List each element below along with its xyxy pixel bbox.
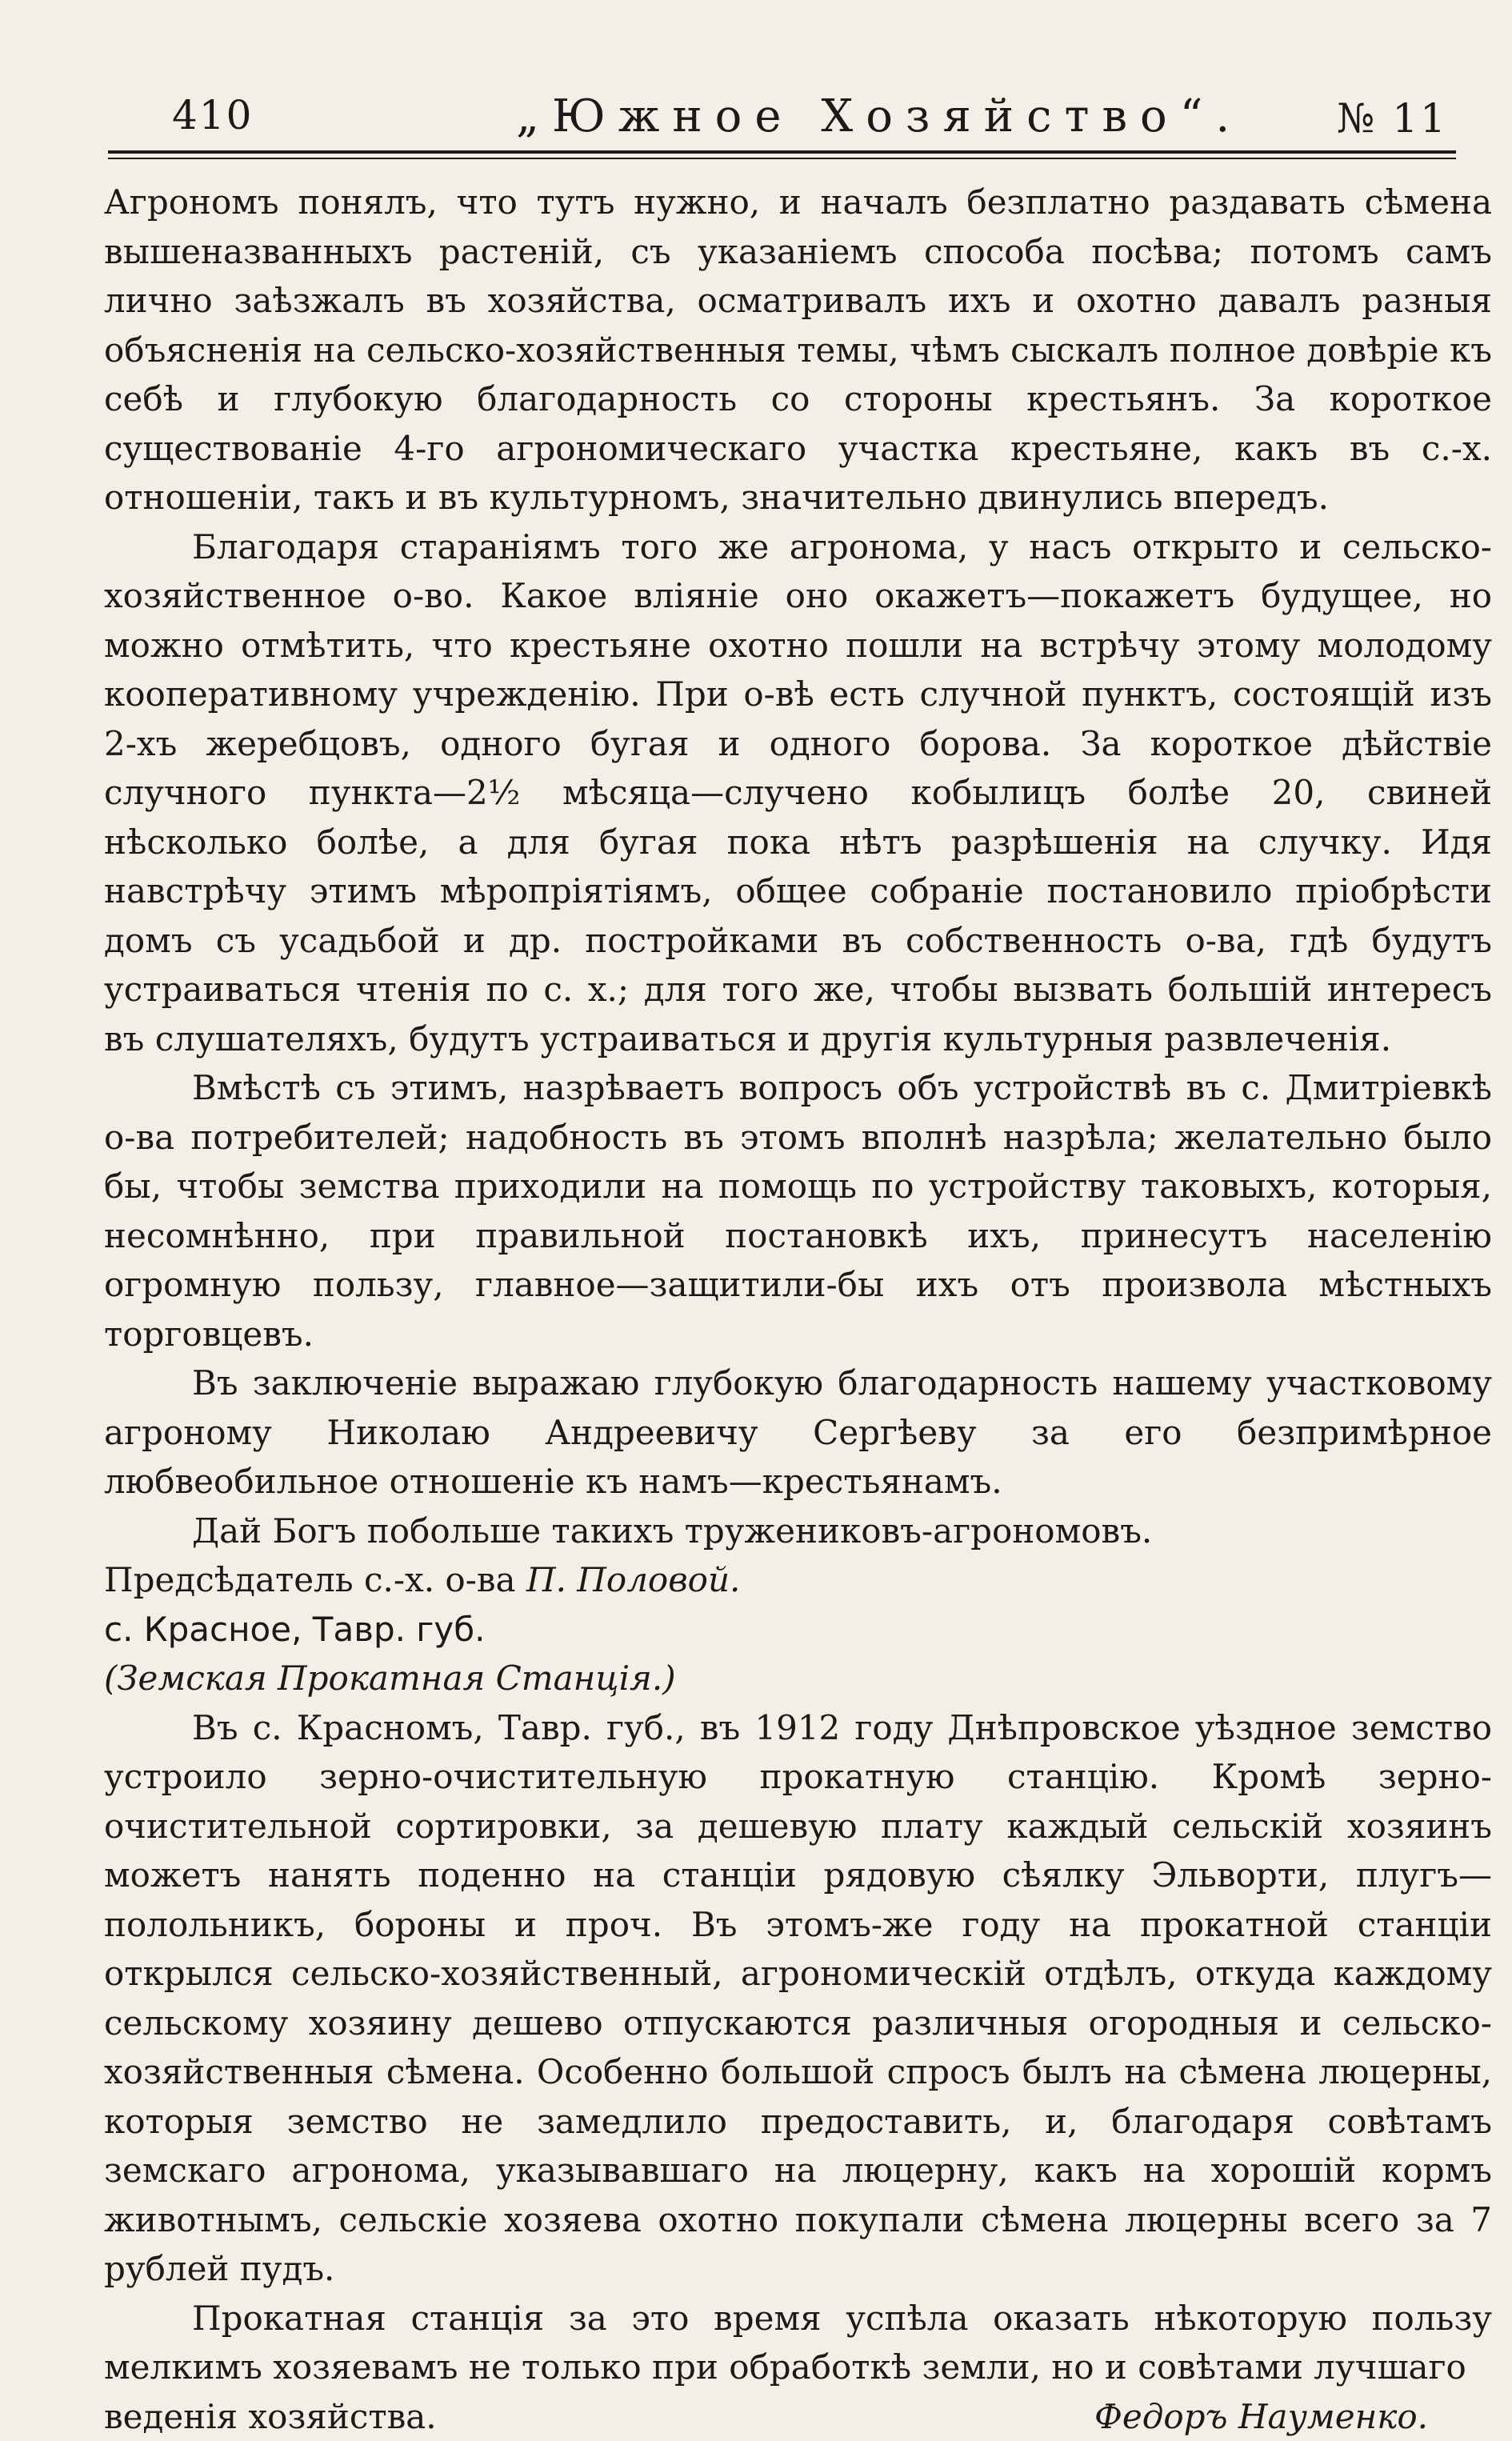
journal-title: „Южное Хозяйство“. xyxy=(516,90,1242,142)
header-rule-thick xyxy=(108,150,1456,154)
article1-paragraph-4: Въ заключеніе выражаю глубокую благодарность нашему участковому агроному Николаю Андреевичу Сергѣеву за его безпримѣрное любвеобильное отношеніе къ намъ—крестьянамъ. xyxy=(104,1359,1492,1507)
issue-number: № 11 xyxy=(1337,95,1448,142)
article2-paragraph-2-end: веденія хозяйства. xyxy=(104,2392,437,2441)
article1-paragraph-3: Вмѣстѣ съ этимъ, назрѣваетъ вопросъ объ устройствѣ въ с. Дмитріевкѣ о-ва потребителей; надобность въ этомъ вполнѣ назрѣла; желательно было бы, чтобы земства приходили на помощь по устройству таковыхъ, которыя, несомнѣнно, при правильной постановкѣ ихъ, принесутъ населенію огромную пользу, главное—защитили-бы ихъ отъ произвола мѣстныхъ торговцевъ. xyxy=(104,1063,1492,1359)
article1-signature xyxy=(104,1555,1492,1605)
header-rule-thin xyxy=(108,158,1456,159)
article2-author: Федоръ Науменко. xyxy=(1094,2392,1492,2441)
article1-paragraph-1: Агрономъ понялъ, что тутъ нужно, и началъ безплатно раздавать сѣмена вышеназванныхъ растеній, съ указаніемъ способа посѣва; потомъ самъ лично заѣзжалъ въ хозяйства, осматривалъ ихъ и охотно давалъ разныя объясненія на сельско-хозяйственныя темы, чѣмъ сыскалъ полное довѣріе къ себѣ и глубокую благодарность со стороны крестьянъ. За короткое существованіе 4-го агрономическаго участка крестьяне, какъ въ с.-х. отношеніи, такъ и въ культурномъ, значительно двинулись впередъ. xyxy=(104,178,1492,522)
article2-paragraph-1: Въ с. Красномъ, Тавр. губ., въ 1912 году Днѣпровское уѣздное земство устроило зерно-очистительную прокатную станцію. Кромѣ зерно-очистительной сортировки, за дешевую плату каждый сельскій хозяинъ можетъ нанять поденно на станціи рядовую сѣялку Эльворти, плугъ—полольникъ, бороны и проч. Въ этомъ-же году на прокатной станціи открылся сельско-хозяйственный, агрономическій отдѣлъ, откуда каждому сельскому хозяину дешево отпускаются различныя огородныя и сельско-хозяйственныя сѣмена. Особенно большой спросъ былъ на сѣмена люцерны, которыя земство не замедлило предоставить, и, благодаря совѣтамъ земскаго агронома, указывавшаго на люцерну, какъ на хорошій кормъ животнымъ, сельскіе хозяева охотно покупали сѣмена люцерны всего за 7 рублей пудъ. xyxy=(104,1703,1492,2294)
article1-paragraph-2: Благодаря стараніямъ того же агронома, у насъ открыто и сельско-хозяйственное о-во. Какое вліяніе оно окажетъ—покажетъ будущее, но можно отмѣтить, что крестьяне охотно пошли на встрѣчу этому молодому кооперативному учрежденію. При о-вѣ есть случной пунктъ, состоящій изъ 2-хъ жеребцовъ, одного бугая и одного борова. За короткое дѣйствіе случного пункта—2½ мѣсяца—случено кобылицъ болѣе 20, свиней нѣсколько болѣе, а для бугая пока нѣтъ разрѣшенія на случку. Идя навстрѣчу этимъ мѣропріятіямъ, общее собраніе постановило пріобрѣсти домъ съ усадьбой и др. постройками въ собственность о-ва, гдѣ будутъ устраиваться чтенія по с. х.; для того же, чтобы вызвать большій интересъ въ слушателяхъ, будутъ устраиваться и другія культурныя развлеченія. xyxy=(104,522,1492,1064)
article2-subtitle: (Земская Прокатная Станція.) xyxy=(104,1654,1492,1703)
article-body xyxy=(104,178,1492,2441)
article1-paragraph-5: Дай Богъ побольше такихъ тружениковъ-агрономовъ. xyxy=(104,1507,1492,1556)
article2-closing-line xyxy=(104,2392,1492,2441)
article2-paragraph-2: Прокатная станція за это время успѣла оказать нѣкоторую пользу мелкимъ хозяевамъ не только при обработкѣ земли, но и совѣтами лучшаго xyxy=(104,2294,1492,2392)
signature-name: П. Половой. xyxy=(526,1560,740,1599)
article2-title: с. Красное, Тавр. губ. xyxy=(104,1605,1492,1655)
signature-role: Предсѣдатель с.-х. о-ва xyxy=(104,1560,516,1599)
page-header xyxy=(108,84,1456,148)
page-number: 410 xyxy=(172,92,253,138)
